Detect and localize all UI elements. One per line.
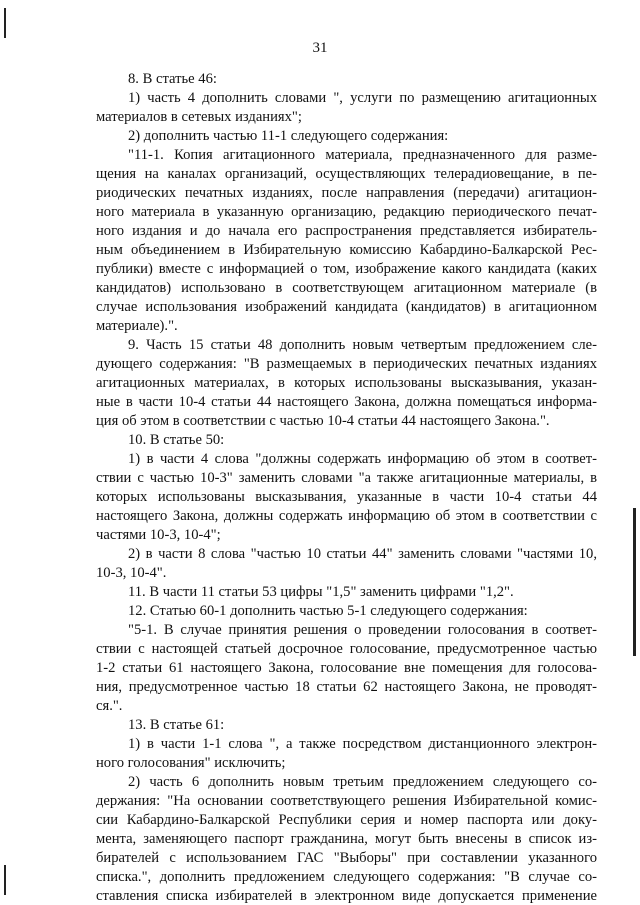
text-line: риодических печатных изданиях, после направления (передачи) агитацион- — [96, 185, 597, 201]
text-line: публики) вместе с информацией о том, изображение какого кандидата (каких — [96, 261, 597, 277]
text-line: списка.", дополнить предложением следующего содержания: "В случае со- — [96, 869, 597, 885]
text-line: 1) в части 1-1 слова ", а также посредством дистанционного электрон- — [128, 736, 597, 752]
text-line: ствии с частью 10-3" заменить словами "а также агитационные материалы, в — [96, 470, 597, 486]
text-line: случае использования изображений кандидата (кандидатов) в агитационном — [96, 299, 597, 315]
text-line: 10. В статье 50: — [128, 432, 225, 448]
text-line: дующего содержания: "В размещаемых в периодических печатных изданиях — [96, 356, 597, 372]
text-line: 12. Статью 60-1 дополнить частью 5-1 следующего содержания: — [128, 603, 528, 619]
text-line: ного издания и до начала его распространения представляется избиратель- — [96, 223, 597, 239]
scan-edge-mark-bottom — [4, 865, 6, 895]
text-line: которых использованы высказывания, указанные в части 10-4 статьи 44 — [96, 489, 597, 505]
text-line: 11. В части 11 статьи 53 цифры "1,5" заменить цифрами "1,2". — [128, 584, 514, 600]
text-line: держания: "На основании соответствующего решения Избирательной комис- — [96, 793, 597, 809]
text-line: мента, заменяющего паспорт гражданина, могут быть внесены в список из- — [96, 831, 597, 847]
text-line: 1-2 статьи 61 настоящего Закона, голосование вне помещения для голосова- — [96, 660, 597, 676]
text-line: 1) в части 4 слова "должны содержать информацию об этом в соответ- — [128, 451, 597, 467]
text-line: агитационных материалах, в которых использованы высказывания, указан- — [96, 375, 597, 391]
text-line: 2) в части 8 слова "частью 10 статьи 44" заменить словами "частями 10, — [128, 546, 597, 562]
page-number: 31 — [312, 40, 328, 56]
text-line: ствии с настоящей статьей досрочное голосование, предусмотренное частью — [96, 641, 597, 657]
scan-edge-mark-top — [4, 8, 6, 38]
text-line: ставления списка избирателей в электронном виде допускается применение — [96, 888, 597, 904]
scan-edge-mark-right — [633, 508, 636, 656]
text-line: ного материала в указанную организацию, редакцию периодического печат- — [96, 204, 597, 220]
text-line: 2) часть 6 дополнить новым третьим предложением следующего со- — [128, 774, 597, 790]
text-line: сии Кабардино-Балкарской Республики серия и номер паспорта или доку- — [96, 812, 597, 828]
text-line: щения на каналах организаций, осуществляющих телерадиовещание, в пе- — [96, 166, 597, 182]
text-line: 10-3, 10-4". — [96, 565, 167, 581]
text-line: 13. В статье 61: — [128, 717, 225, 733]
text-line: материалов в сетевых изданиях"; — [96, 109, 302, 125]
text-line: настоящего Закона, должны содержать информацию об этом в соответствии с — [96, 508, 597, 524]
text-line: кандидатов) использовано в соответствующем агитационном материале (в — [96, 280, 597, 296]
text-line: 2) дополнить частью 11-1 следующего содержания: — [128, 128, 449, 144]
text-line: ного голосования" исключить; — [96, 755, 286, 771]
text-line: 1) часть 4 дополнить словами ", услуги по размещению агитационных — [128, 90, 597, 106]
text-line: частями 10-3, 10-4"; — [96, 527, 221, 543]
text-line: 8. В статье 46: — [128, 71, 217, 87]
text-line: ным объединением в Избирательную комиссию Кабардино-Балкарской Рес- — [96, 242, 597, 258]
text-line: "11-1. Копия агитационного материала, предназначенного для разме- — [128, 147, 597, 163]
text-line: бирателей с использованием ГАС "Выборы" при составлении указанного — [96, 850, 597, 866]
text-line: ся.". — [96, 698, 123, 714]
text-line: "5-1. В случае принятия решения о проведении голосования в соответ- — [128, 622, 597, 638]
text-line: ные в части 10-4 статьи 44 настоящего Закона, должна помещаться информа- — [96, 394, 597, 410]
text-line: 9. Часть 15 статьи 48 дополнить новым четвертым предложением сле- — [128, 337, 597, 353]
text-line: ния, предусмотренное частью 18 статьи 62 настоящего Закона, не проводят- — [96, 679, 597, 695]
text-line: материале).". — [96, 318, 178, 334]
text-line: ция об этом в соответствии с частью 10-4 статьи 44 настоящего Закона.". — [96, 413, 550, 429]
